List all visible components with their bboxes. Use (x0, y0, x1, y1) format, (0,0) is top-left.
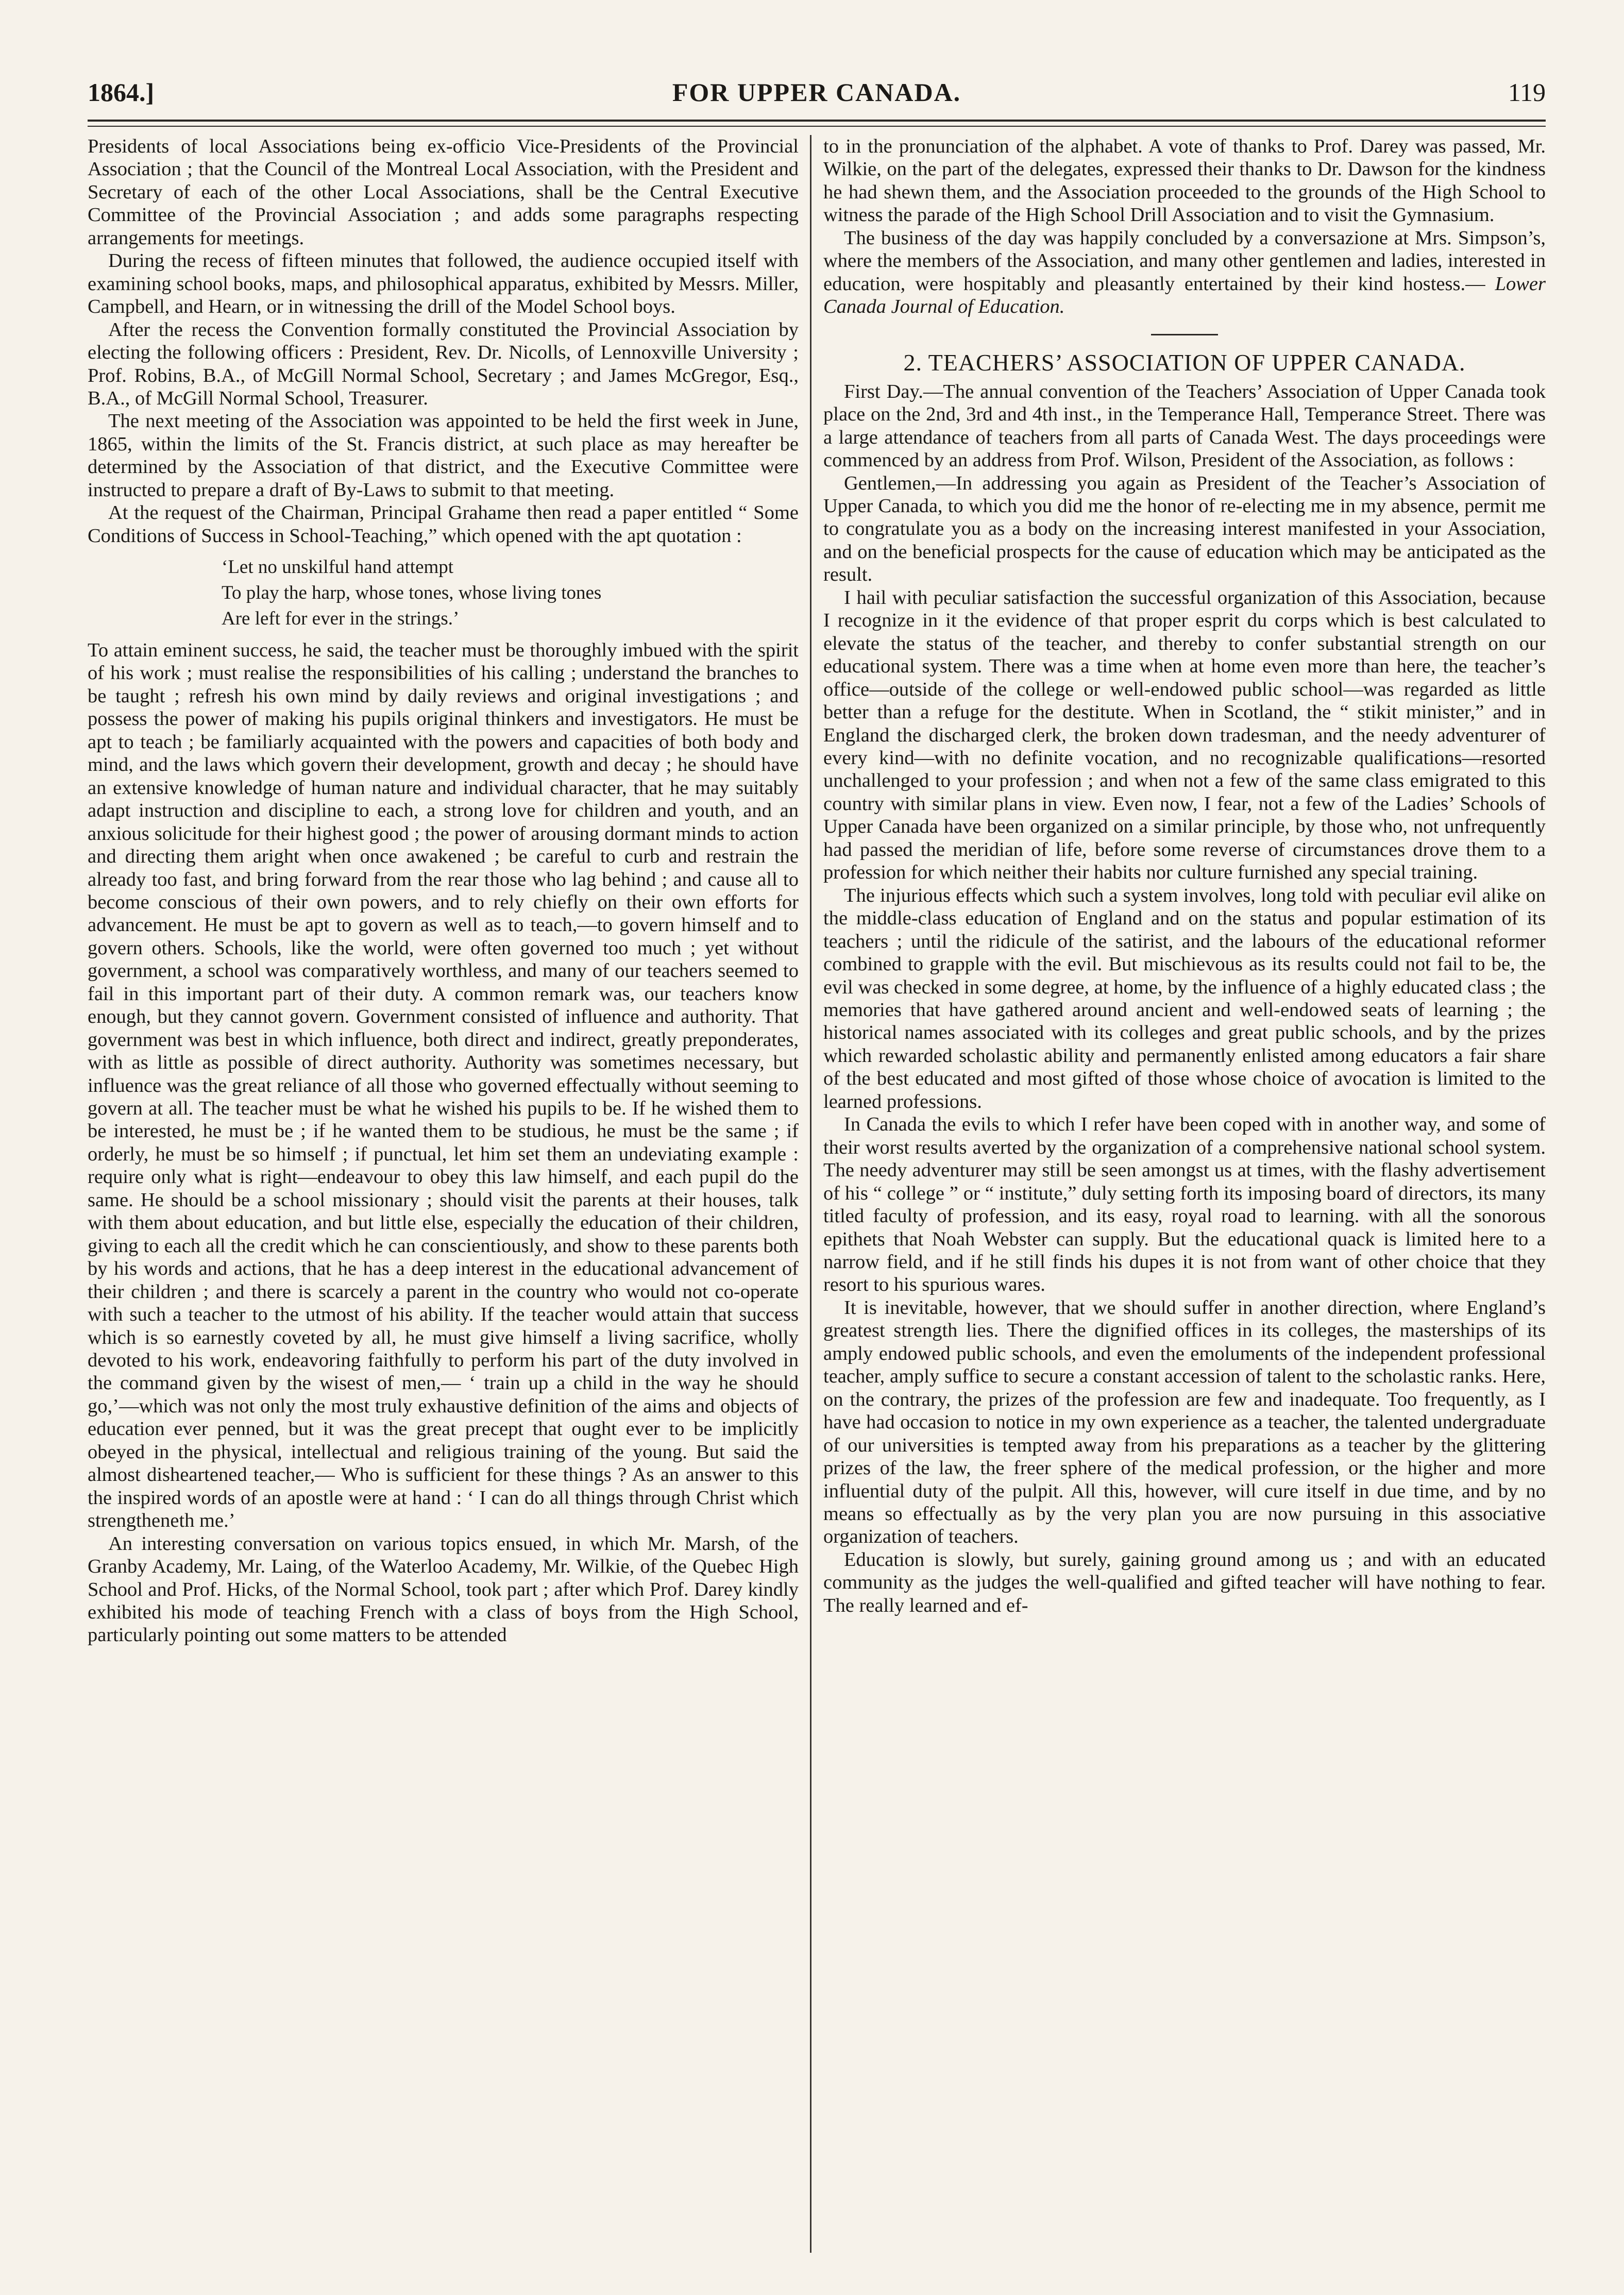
paragraph: The next meeting of the Association was appointed to be held the first week in June, 1865, within the limits of the St. Francis district, at such place as may hereafter be determined by the Association of that district, and the Executive Committee were instructed to prepare a draft of By-Laws to submit to that meeting. (88, 410, 799, 501)
right-column (823, 135, 1546, 2253)
paragraph: In Canada the evils to which I refer have been coped with in another way, and some of their worst results averted by the organization of a comprehensive national school system. The needy adventurer may still be seen amongst us at times, with the flashy advertisement of his “ college ” or “ institute,” duly setting forth its imposing board of directors, its many titled faculty of profession, and its easy, royal road to learning. with all the sonorous epithets that Noah Webster can supply. But the educational quack is limited here to a narrow field, and if he still finds his dupes it is not from want of other choice that they resort to his spurious wares. (823, 1113, 1546, 1296)
header-rule-thin (88, 126, 1546, 127)
poem-line: Are left for ever in the strings.’ (222, 608, 460, 630)
column-divider (810, 135, 811, 2253)
paragraph: During the recess of fifteen minutes that followed, the audience occupied itself with examining school books, maps, and philosophical apparatus, exhibited by Messrs. Miller, Campbell, and Hearn, or in witnessing the drill of the Model School boys. (88, 250, 799, 318)
paragraph: Gentlemen,—In addressing you again as President of the Teacher’s Association of Upper Canada, to which you did me the honor of re-electing me in my absence, permit me to congratulate you as a body on the increasing interest manifested in your Association, and on the beneficial prospects for the cause of education which may be anticipated as the result. (823, 472, 1546, 586)
paragraph: At the request of the Chairman, Principal Grahame then read a paper entitled “ Some Conditions of Success in School-Teaching,” which opened with the apt quotation : (88, 502, 799, 547)
paragraph: I hail with peculiar satisfaction the successful organization of this Association, because I recognize in it the evidence of that proper esprit du corps which is best calculated to elevate the status of the teacher, and thereby to confer substantial strength on our educational system. There was a time when at home even more than here, the teacher’s office—outside of the college or well-endowed public school—was regarded as little better than a refuge for the destitute. When in Scotland, the “ stikit minister,” and in England the discharged clerk, the broken down tradesman, and the needy adventurer of every kind—with no definite vocation, and no recognizable qualifications—resorted unchallenged to your profession ; and when not a few of the same class emigrated to this country with similar plans in view. Even now, I fear, not a few of the Ladies’ Schools of Upper Canada have been organized on a similar principle, by those who, not unfrequently had passed the meridian of life, before some reverse of circumstances drove them to a profession for which neither their habits nor culture furnished any special training. (823, 586, 1546, 884)
paragraph: It is inevitable, however, that we should suffer in another direction, where England’s greatest strength lies. There the dignified offices in its colleges, the masterships of its amply endowed public schools, and even the emoluments of the independent professional teacher, amply suffice to secure a constant accession of talent to the scholastic ranks. Here, on the contrary, the prizes of the profession are few and inadequate. Too frequently, as I have had occasion to notice in my own experience as a teacher, the talented undergraduate of our universities is tempted away from his preparations as a teacher by the glittering prizes of the law, the freer sphere of the medical profession, or the higher and more influential duty of the pulpit. All this, however, will cure itself in due time, and by no means so effectually as by the very plan you are now pursuing in this associative organization of teachers. (823, 1296, 1546, 1548)
paragraph: to in the pronunciation of the alphabet. A vote of thanks to Prof. Darey was passed, Mr. Wilkie, on the part of the delegates, expressed their thanks to Dr. Dawson for the kindness he had shewn them, and the Association proceeded to the grounds of the High School to witness the parade of the High School Drill Association and to visit the Gymnasium. (823, 136, 1546, 226)
paragraph: Presidents of local Associations being ex-officio Vice-Presidents of the Provincial Association ; that the Council of the Montreal Local Association, with the President and Secretary of each of the other Local Associations, shall be the Central Executive Committee of the Provincial Association ; and adds some paragraphs respecting arrangements for meetings. (88, 136, 799, 249)
paragraph-text: The business of the day was happily concluded by a conversazione at Mrs. Simpson’s, where the members of the Association, and many other gentlemen and ladies, interested in education, were hospitably and pleasantly entertained by their kind hostess.— (823, 227, 1546, 295)
page-header (88, 77, 1546, 119)
paragraph: Education is slowly, but surely, gaining ground among us ; and with an educated community as the judges the well-qualified and gifted teacher will have nothing to fear. The really learned and ef- (823, 1548, 1546, 1616)
page-number: 119 (1508, 78, 1546, 107)
source-citation: Lower Canada Journal of Education. (823, 273, 1546, 318)
header-title: FOR UPPER CANADA. (672, 78, 961, 107)
section-divider (1151, 334, 1218, 335)
paragraph: An interesting conversation on various topics ensued, in which Mr. Marsh, of the Granby Academy, Mr. Laing, of the Waterloo Academy, Mr. Wilkie, of the Quebec High School and Prof. Hicks, of the Normal School, took part ; after which Prof. Darey kindly exhibited his mode of teaching French with a class of boys from the High School, particularly pointing out some matters to be attended (88, 1532, 799, 1646)
header-year: 1864.] (88, 78, 155, 107)
paragraph: The injurious effects which such a system involves, long told with peculiar evil alike on the middle-class education of England and on the status and popular estimation of its teachers ; until the ridicule of the satirist, and the labours of the educational reformer combined to grapple with the evil. But mischievous as its results could not fail to be, the evil was checked in some degree, at home, by the influence of a highly educated class ; the memories that have gathered around ancient and well-endowed seats of learning ; the historical names associated with its colleges and great public schools, and by the prizes which rewarded scholastic ability and permanently enlisted among educators a fair share of the best educated and most gifted of those whose choice of avocation is limited to the learned professions. (823, 884, 1546, 1112)
paragraph (823, 227, 1546, 318)
paragraph: To attain eminent success, he said, the teacher must be thoroughly imbued with the spirit of his work ; must realise the responsibilities of his calling ; understand the branches to be taught ; refresh his own mind by daily reviews and original investigations ; and possess the power of making his pupils original thinkers and investigators. He must be apt to teach ; be familiarly acquainted with the powers and capacities of both body and mind, and the laws which govern their development, growth and decay ; he should have an extensive knowledge of human nature and individual character, that he may suitably adapt instruction and discipline to each, a strong love for children and youth, and an anxious solicitude for their highest good ; the power of arousing dormant minds to action and directing them aright when once awakened ; be careful to curb and restrain the already too fast, and bring forward from the rear those who lag behind ; and cause all to become conscious of their own powers, and to rely chiefly on their own efforts for advancement. He must be apt to govern as well as to teach,—to govern himself and to govern others. Schools, like the world, were often governed too much ; yet without government, a school was comparatively worthless, and many of our teachers seemed to fail in this important part of their duty. A common remark was, our teachers know enough, but they cannot govern. Government consisted of influence and authority. That government was best in which influence, both direct and indirect, greatly preponderates, with as little as possible of direct authority. Authority was sometimes necessary, but influence was the great reliance of all those who governed effectually without seeming to govern at all. The teacher must be what he wished his pupils to be. If he wished them to be interested, he must be ; if he wanted them to be studious, he must be the same ; if orderly, he must be so himself ; if punctual, let him set them an undeviating example : require only what is right—endeavour to obey this law himself, and each pupil do the same. He should be a school missionary ; should visit the parents at their houses, talk with them about education, and but little else, especially the education of their children, giving to each all the credit which he can conscientiously, and show to these parents both by his words and actions, that he has a deep interest in the educational advancement of their children ; and there is scarcely a parent in the country who would not co-operate with such a teacher to the utmost of his ability. If the teacher would attain that success which is so earnestly coveted by all, he must give himself a living sacrifice, wholly devoted to his work, endeavoring faithfully to perform his part of the duty involved in the command given by the wisest of men,— ‘ train up a child in the way he should go,’—which was not only the most truly exhaustive definition of the aims and objects of education ever penned, but it was the great precept that ought ever to be implicitly obeyed in the physical, intellectual and religious training of the young. But said the almost disheartened teacher,— Who is sufficient for these things ? As an answer to this the inspired words of an apostle were at hand : ‘ I can do all things through Christ which strengtheneth me.’ (88, 639, 799, 1532)
paragraph: After the recess the Convention formally constituted the Provincial Association by electing the following officers : President, Rev. Dr. Nicolls, of Lennoxville University ; Prof. Robins, B.A., of McGill Normal School, Secretary ; and James McGregor, Esq., B.A., of McGill Normal School, Treasurer. (88, 318, 799, 409)
poem-line: ‘Let no unskilful hand attempt (222, 556, 454, 578)
header-rule (88, 120, 1546, 122)
left-column (88, 135, 799, 2253)
poem-quotation (222, 554, 799, 632)
poem-line: To play the harp, whose tones, whose living tones (222, 582, 602, 604)
section-heading: 2. TEACHERS’ ASSOCIATION OF UPPER CANADA. (903, 349, 1466, 376)
paragraph: First Day.—The annual convention of the Teachers’ Association of Upper Canada took place on the 2nd, 3rd and 4th inst., in the Temperance Hall, Temperance Street. There was a large attendance of teachers from all parts of Canada West. The days proceedings were commenced by an address from Prof. Wilson, President of the Association, as follows : (823, 380, 1546, 471)
